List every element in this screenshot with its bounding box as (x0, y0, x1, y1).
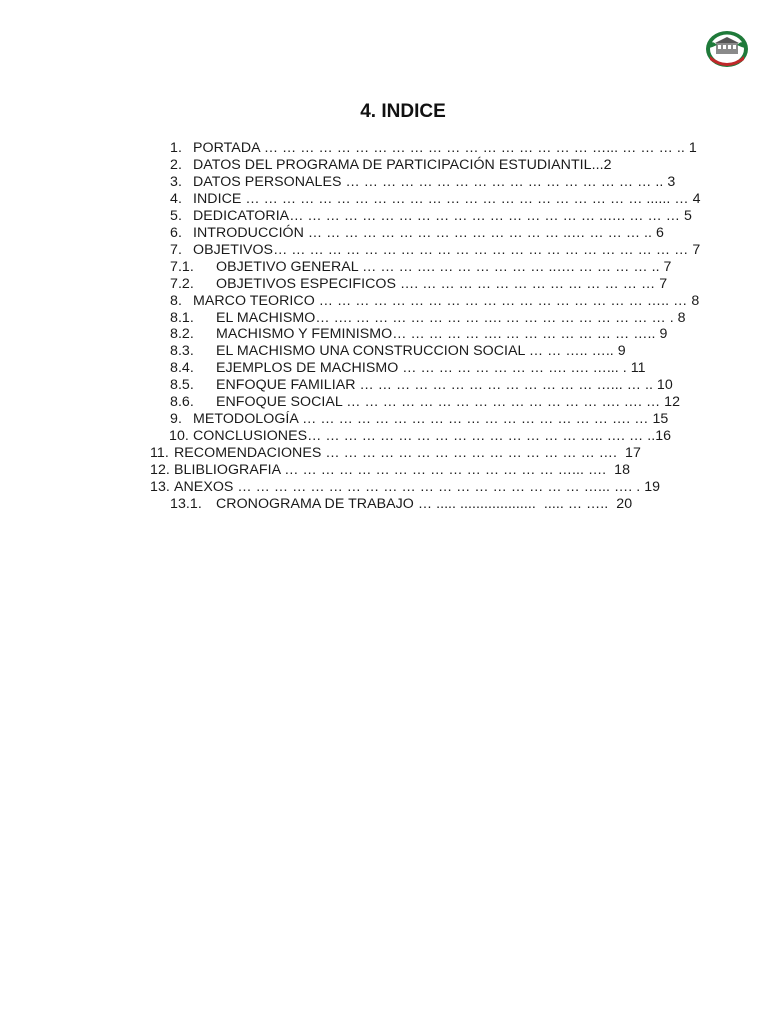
toc-entry-label: INTRODUCCIÓN … … … … … … … … … … … … … … ..… … … … .. 6 (193, 224, 664, 241)
toc-entry-label: BLIBLIOGRAFIA … … … … … … … … … … … … … … … …... …. 18 (174, 462, 631, 479)
toc-entry-label: MARCO TEORICO … … … … … … … … … … … … … … … … … … ….. … 8 (193, 292, 700, 309)
toc-entry-label: OBJETIVOS ESPECIFICOS …. … … … … … … … … … … … … … 7 (216, 275, 668, 292)
toc-entry (0, 157, 768, 174)
toc-entry-label: MACHISMO Y FEMINISMO… … … … … …. … … … … … … … ….. 9 (216, 326, 668, 343)
toc-entry (0, 343, 768, 360)
toc-entry-label: INDICE … … … … … … … … … … … … … … … … … … … … … … ...... … 4 (193, 190, 701, 207)
toc-entry (0, 394, 768, 411)
toc-entry-number: 9. (170, 411, 182, 428)
toc-entry (0, 411, 768, 428)
toc-entry-number: 6. (170, 224, 182, 241)
toc-entry-label: ENFOQUE SOCIAL … … … … … … … … … … … … … … …. …. … 12 (216, 394, 681, 411)
page-title: 4. INDICE (360, 101, 446, 122)
toc-entry-label: OBJETIVO GENERAL … … … …. … … … … … … ..…. … … … … .. 7 (216, 258, 672, 275)
toc-entry-label: CONCLUSIONES… … … … … … … … … … … … … … … ….. …. … ..16 (193, 428, 672, 445)
toc-entry-number: 8.3. (170, 343, 194, 360)
toc-entry-number: 13. (150, 479, 170, 495)
toc-entry (0, 276, 768, 293)
toc-entry (0, 445, 768, 462)
toc-entry-number: 7.2. (170, 275, 194, 292)
toc-entry (0, 377, 768, 394)
toc-entry (0, 310, 768, 327)
toc-entry-number: 8.4. (170, 360, 194, 377)
toc-entry-number: 11. (150, 445, 169, 462)
toc-entry-number: 13.1. (170, 495, 202, 512)
toc-entry-number: 8.2. (170, 326, 194, 343)
toc-entry (0, 191, 768, 208)
toc-entry-number: 10. (169, 428, 189, 445)
toc-entry (0, 174, 768, 191)
toc-entry-number: 7. (170, 241, 182, 258)
toc-entry-number: 12. (150, 462, 170, 479)
toc-entry-label: OBJETIVOS… … … … … … … … … … … … … … … … … … … … … … … 7 (193, 241, 701, 258)
toc-entry (0, 242, 768, 259)
toc-entry-label: EL MACHISMO… …. … … … … … … … …. … … … … … … … … … . 8 (216, 309, 686, 326)
toc-entry (0, 293, 768, 310)
toc-entry-label: RECOMENDACIONES … … … … … … … … … … … … … … … …. 17 (174, 445, 641, 462)
toc-entry (0, 360, 768, 377)
toc-entry-label: METODOLOGÍA … … … … … … … … … … … … … … … … … …. … 15 (193, 411, 669, 428)
toc-entry-label: DATOS DEL PROGRAMA DE PARTICIPACIÓN ESTUDIANTIL...2 (193, 156, 612, 173)
toc-entry-label: DATOS PERSONALES … … … … … … … … … … … … … … … … … .. 3 (193, 173, 676, 190)
toc-entry (0, 428, 768, 445)
toc-entry (0, 208, 768, 225)
toc-entry (0, 259, 768, 276)
toc-entry-number: 8.5. (170, 377, 194, 394)
toc-entry-label: CRONOGRAMA DE TRABAJO … ..... ................... ..... … ….. 20 (216, 495, 633, 512)
toc-entry-number: 3. (170, 173, 182, 190)
toc-entry-number: 5. (170, 207, 182, 224)
toc-entry-label: DEDICATORIA… … … … … … … … … … … … … … … … … ..…. … … … 5 (193, 207, 692, 224)
toc-entry-number: 8.6. (170, 394, 194, 411)
toc-entry (0, 225, 768, 242)
institution-seal-logo (705, 30, 749, 68)
toc-entry-label: EJEMPLOS DE MACHISMO … … … … … … … … …. …. …... . 11 (216, 360, 646, 377)
toc-entry-number: 8. (170, 292, 182, 309)
toc-entry-number: 1. (170, 140, 182, 156)
toc-entry-label: ANEXOS … … … … … … … … … … … … … … … … … … … …... …. . 19 (174, 479, 661, 495)
toc-entry (0, 326, 768, 343)
toc-entry (0, 479, 768, 496)
toc-entry-label: ENFOQUE FAMILIAR … … … … … … … … … … … … … …... … .. 10 (216, 377, 673, 394)
toc-entry-number: 4. (170, 190, 182, 207)
toc-entry-number: 8.1. (170, 309, 194, 326)
toc-entry-label: PORTADA … … … … … … … … … … … … … … … … … … …... … … … .. 1 (193, 140, 697, 156)
toc-entry (0, 462, 768, 479)
toc-entry-number: 2. (170, 156, 182, 173)
toc-entry (0, 496, 768, 513)
toc-entry-number: 7.1. (170, 258, 194, 275)
toc-entry (0, 140, 768, 157)
toc-entry-label: EL MACHISMO UNA CONSTRUCCION SOCIAL … … ….. ….. 9 (216, 343, 626, 360)
